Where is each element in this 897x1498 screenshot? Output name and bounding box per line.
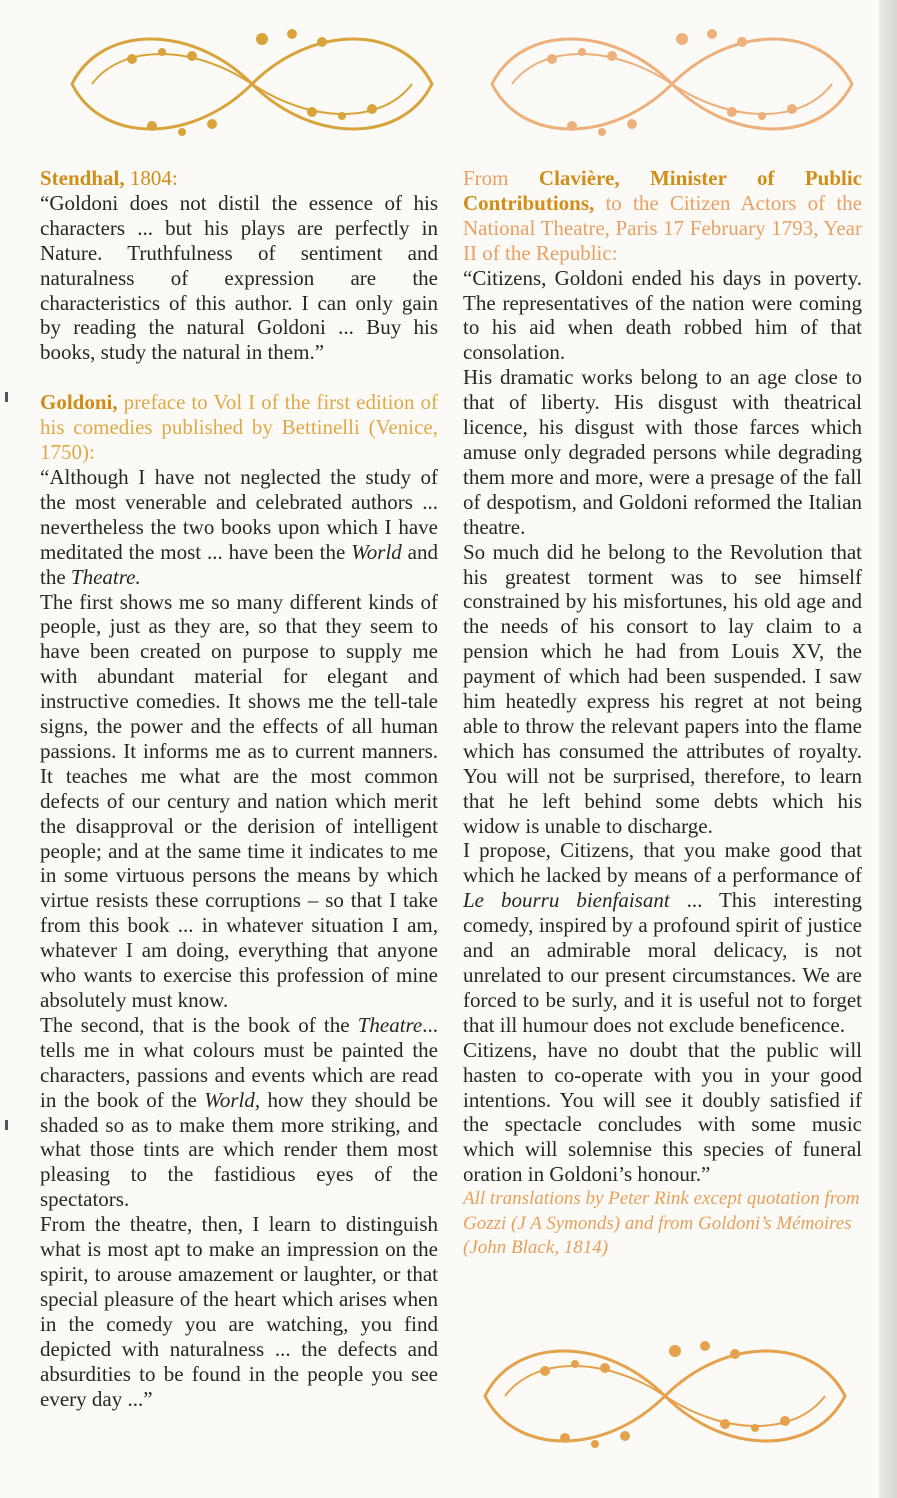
stendhal-heading — [40, 166, 438, 191]
ornament-top-right — [482, 14, 862, 154]
italic-text: World, — [204, 1087, 261, 1112]
italic-text: Theatre. — [70, 564, 141, 589]
text-run: ... This interesting comedy, inspired by a profound spirit of justice and an admirable moral delicacy, is not unrelated to our present circumstances. We are forced to be surly, and it is useful not to forget that ill humour does not exclude beneficence. — [463, 888, 862, 1037]
author-name: Stendhal, — [40, 166, 125, 190]
claviere-paragraph: Citizens, have no doubt that the public will hasten to co-operate with you in your good intentions. You will see it doubly satisfied if the spectacle concludes with some music which will solemnise this species of funeral oration in Goldoni’s honour.” — [463, 1037, 862, 1187]
binding-mark — [5, 1120, 8, 1130]
claviere-heading — [463, 166, 862, 266]
floral-ornament-icon — [482, 14, 862, 154]
text-run: “Although I have not neglected the study of the most venerable and celebrated authors ... nevertheless the two books upon which I have meditated the most ... have been the — [40, 464, 438, 564]
ornament-top-left — [62, 14, 442, 154]
goldoni-paragraph — [40, 1013, 438, 1212]
claviere-paragraph — [463, 838, 862, 1037]
italic-text: Le bourru bienfaisant — [463, 888, 670, 913]
page-edge-shadow — [879, 0, 897, 1498]
text-run: I propose, Citizens, that you make good that which he lacked by means of a performance of — [463, 838, 862, 888]
ornament-bottom-right — [475, 1326, 855, 1466]
claviere-paragraph: So much did he belong to the Revolution that his greatest torment was to see himself constrained by his misfortunes, his old age and the needs of his consort to lay claim to a pension which he had from Louis XV, the payment of which had been suspended. I saw him heatedly express his regret at not being able to throw the relevant papers into the flame which has consumed the attributes of royalty. You will not be surprised, therefore, to learn that he left behind some debts which his widow is unable to discharge. — [463, 539, 862, 838]
translation-credit: All translations by Peter Rink except quotation from Gozzi (J A Symonds) and from Goldoni’s Mémoires (John Black, 1814) — [463, 1188, 860, 1259]
right-column — [463, 166, 862, 1261]
from-label: From — [463, 166, 539, 190]
text-run: The second, that is the book of the — [40, 1012, 358, 1037]
text-run: ... tells me in what colours must be painted the characters, passions and events which are read in the book of the — [40, 1012, 438, 1112]
italic-text: World — [351, 539, 402, 564]
italic-text: Theatre — [357, 1012, 423, 1037]
author-name: Clavière, Minister of Public Contributions, — [463, 166, 862, 215]
goldoni-paragraph: The first shows me so many different kinds of people, just as they are, so that they seem to have been created on purpose to supply me with abundant material for elegant and instructive comedies. It shows me the tell-tale signs, the power and the effects of all human passions. It informs me as to current manners. It teaches me what are the most common defects of our century and nation which merit the disapproval or the derision of intelligent people; and at the same time it indicates to me in some virtuous persons the means by which virtue resists these corruptions – so that I take from this book ... in whatever situation I am, whatever I am doing, everything that anyone who wants to exercise this profession of mine absolutely must know. — [40, 589, 438, 1012]
text-run: how they should be shaded so as to make them more striking, and what those tints are which render them most pleasing to the fastidious eyes of the spectators. — [40, 1087, 438, 1212]
goldoni-heading — [40, 390, 438, 465]
floral-ornament-icon — [475, 1326, 855, 1466]
floral-ornament-icon — [62, 14, 442, 154]
binding-mark — [5, 392, 8, 402]
claviere-paragraph: “Citizens, Goldoni ended his days in poverty. The representatives of the nation were coming to his aid when death robbed him of that consolation. — [463, 265, 862, 365]
quote-source: preface to Vol I of the first edition of his comedies published by Bettinelli (Venice, 1750): — [40, 390, 438, 465]
goldoni-paragraph — [40, 465, 438, 590]
author-name: Goldoni, — [40, 390, 118, 415]
quote-date: 1804: — [124, 166, 178, 190]
left-column — [40, 166, 438, 1411]
quote-source: to the Citizen Actors of the National Theatre, Paris 17 February 1793, Year II of the Republic: — [463, 190, 862, 265]
claviere-paragraph: His dramatic works belong to an age close to that of liberty. His disgust with theatrical licence, his disgust with those farces which amuse only degraded persons while degrading them more and more, were a presage of the fall of despotism, and Goldoni reformed the Italian theatre. — [463, 365, 862, 539]
stendhal-quote: “Goldoni does not distil the essence of his characters ... but his plays are perfectly in Nature. Truthfulness of sentiment and naturalness of expression are the characteristics of this author. I can only gain by reading the natural Goldoni ... Buy his books, study the natural in them.” — [40, 190, 438, 365]
goldoni-paragraph: From the theatre, then, I learn to distinguish what is most apt to make an impression on the spirit, to arouse amazement or laughter, or that special pleasure of the heart which arises when in the comedy you are watching, you find depicted with naturalness ... the defects and absurdities to be found in the people you see every day ...” — [40, 1212, 438, 1411]
text-run: and the — [40, 539, 438, 589]
